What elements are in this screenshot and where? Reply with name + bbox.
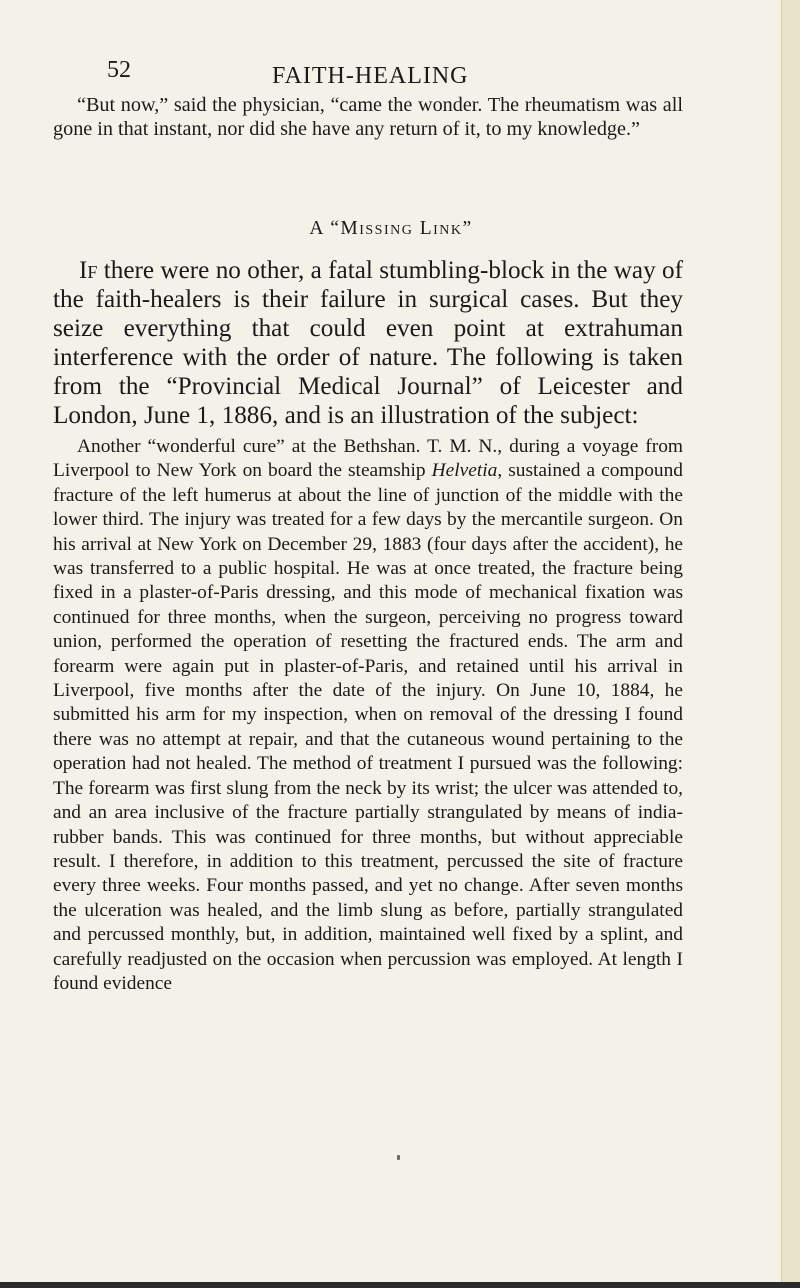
excerpt-part-2: , sustained a compound fracture of the left humerus at about the line of junction of the middle with the lower third. The injury was treated for a few days by the mercantile surgeon. On his arrival at New York on December 29, 1883 (four days after the accident), he was transferred to a public hospital. He was at once treated, the fracture being fixed in a plaster-of-Paris dressing, and this mode of mechanical fixation was continued for three months, when the surgeon, perceiving no progress toward union, performed the operation of resetting the fractured ends. The arm and forearm were again put in plaster-of-Paris, and retained until his arrival in Liverpool, five months after the date of the injury. On June 10, 1884, he submitted his arm for my inspection, when on removal of the dressing I found there was no attempt at repair, and that the cutaneous wound pertaining to the operation had not healed. The method of treatment I pursued was the following: The forearm was first slung from the neck by its wrist; the ulcer was attended to, and an area inclusive of the fracture partially strangulated by means of india-rubber bands. This was continued for three months, but without appreciable result. I therefore, in addition to this treatment, percussed the site of fracture every three weeks. Four months passed, and yet no change. After seven months the ulceration was healed, and the limb slung as before, partially strangulated and percussed monthly, but, in addition, maintained well fixed by a splint, and carefully readjusted on the occasion when percussion was employed. At length I found evidence bbox=[53, 460, 683, 994]
page-edge bbox=[781, 0, 800, 1288]
intro-first-word: If bbox=[79, 257, 98, 284]
quote-paragraph: “But now,” said the physician, “came the wonder. The rheumatism was all gone in that instant, nor did she have any return of it, to my knowledge.” bbox=[53, 94, 683, 140]
section-heading bbox=[0, 215, 782, 243]
ship-name: Helvetia bbox=[431, 460, 498, 482]
excerpt-part-1: Another “wonderful cure” at the Bethshan. T. M. N., during a voyage from Liverpool to New York on board the steamship bbox=[53, 436, 683, 482]
section-heading-close: ” bbox=[462, 218, 473, 239]
ink-speck bbox=[397, 1155, 400, 1160]
excerpt-paragraph bbox=[53, 435, 683, 996]
page-number: 52 bbox=[107, 57, 131, 83]
running-head bbox=[0, 54, 782, 94]
section-heading-open: A “ bbox=[309, 218, 341, 239]
running-title: FAITH-HEALING bbox=[272, 63, 469, 89]
intro-rest: there were no other, a fatal stumbling-block in the way of the faith-healers is their failure in surgical cases. But they seize everything that could even point at extrahuman interference with the order of nature. The following is taken from the “Provincial Medical Journal” of Leicester and London, June 1, 1886, and is an illustration of the subject: bbox=[53, 257, 683, 429]
intro-paragraph-block bbox=[53, 256, 683, 430]
intro-paragraph bbox=[53, 256, 683, 430]
quote-paragraph-block bbox=[53, 93, 683, 141]
excerpt-block bbox=[53, 435, 683, 996]
bottom-border bbox=[0, 1282, 800, 1288]
section-heading-text: Missing Link bbox=[340, 218, 463, 239]
